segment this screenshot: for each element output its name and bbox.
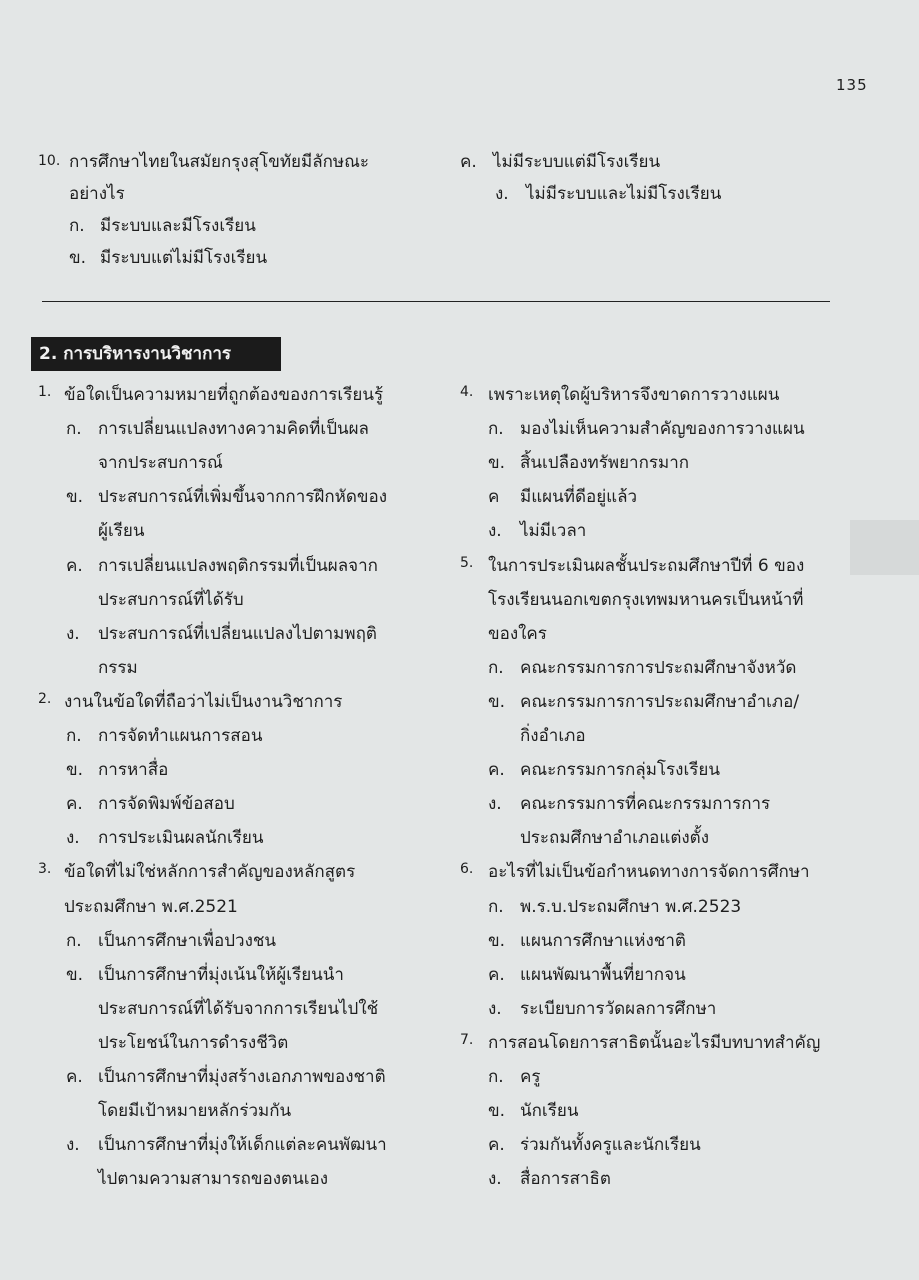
- option-text: ไม่มีระบบและไม่มีโรงเรียน: [526, 184, 722, 204]
- question-stem-line: ประถมศึกษา พ.ศ.2521: [64, 896, 238, 917]
- option-letter: ข.: [488, 1101, 506, 1122]
- option-letter: ค.: [488, 760, 505, 781]
- option-text: ประสบการณ์ที่ได้รับ: [98, 589, 244, 610]
- question-number: 5.: [460, 554, 474, 571]
- option-text: แผนการศึกษาแห่งชาติ: [520, 930, 686, 951]
- option-text: ไม่มีเวลา: [520, 521, 587, 542]
- option-letter: ง.: [488, 998, 502, 1019]
- option-text: คณะกรรมการการประถมศึกษาอำเภอ/: [520, 691, 800, 712]
- question-stem-line: โรงเรียนนอกเขตกรุงเทพมหานครเป็นหน้าที่: [488, 589, 804, 610]
- question-number: 10.: [38, 153, 61, 169]
- question-number: 3.: [38, 861, 52, 878]
- option-letter: ค.: [488, 1135, 505, 1156]
- option-text: มีแผนที่ดีอยู่แล้ว: [520, 487, 638, 508]
- option-text: นักเรียน: [520, 1101, 579, 1122]
- option-text: ระเบียบการวัดผลการศึกษา: [520, 998, 717, 1019]
- option-text: กิ่งอำเภอ: [520, 726, 586, 746]
- option-text: ประสบการณ์ที่เปลี่ยนแปลงไปตามพฤติ: [98, 623, 377, 644]
- option-text: เป็นการศึกษาที่มุ่งเน้นให้ผู้เรียนนำ: [98, 964, 344, 985]
- option-letter: ง.: [488, 1169, 502, 1190]
- option-text: ประสบการณ์ที่เพิ่มขึ้นจากการฝึกหัดของ: [98, 487, 388, 508]
- question-number: 7.: [460, 1031, 474, 1048]
- option-letter: ข.: [66, 760, 84, 781]
- question-stem-line: ในการประเมินผลชั้นประถมศึกษาปีที่ 6 ของ: [488, 555, 805, 576]
- option-letter: ค.: [66, 794, 83, 815]
- option-letter: ค.: [66, 555, 83, 576]
- option-text: การเปลี่ยนแปลงทางความคิดที่เป็นผล: [98, 419, 369, 440]
- option-text: เป็นการศึกษาที่มุ่งสร้างเอกภาพของชาติ: [98, 1067, 386, 1087]
- page-number: 135: [836, 76, 868, 94]
- question-stem-line: การสอนโดยการสาธิตนั้นอะไรมีบทบาทสำคัญ: [488, 1032, 821, 1053]
- option-text: คณะกรรมการที่คณะกรรมการการ: [520, 794, 771, 815]
- option-text: การหาสื่อ: [98, 760, 169, 781]
- question-stem-line: ข้อใดที่ไม่ใช่หลักการสำคัญของหลักสูตร: [64, 862, 356, 883]
- question-number: 2.: [38, 690, 52, 707]
- question-stem-line: อย่างไร: [69, 184, 125, 204]
- question-stem-line: งานในข้อใดที่ถือว่าไม่เป็นงานวิชาการ: [64, 691, 343, 712]
- option-text: สิ้นเปลืองทรัพยากรมาก: [520, 453, 690, 474]
- option-letter: ก.: [66, 930, 82, 951]
- option-letter: ข.: [488, 453, 506, 474]
- option-letter: ง.: [495, 184, 509, 204]
- option-text: ผู้เรียน: [98, 521, 145, 542]
- option-letter: ก.: [488, 896, 504, 917]
- option-letter: ข.: [69, 248, 87, 268]
- option-letter: ก.: [488, 657, 504, 678]
- option-text: ไปตามความสามารถของตนเอง: [98, 1169, 329, 1190]
- option-letter: ง.: [488, 521, 502, 542]
- option-letter: ง.: [66, 623, 80, 644]
- option-letter: ข.: [488, 691, 506, 712]
- question-number: 4.: [460, 384, 474, 400]
- option-text: ประสบการณ์ที่ได้รับจากการเรียนไปใช้: [98, 998, 379, 1019]
- option-letter: ข.: [488, 930, 506, 951]
- option-text: จากประสบการณ์: [98, 453, 223, 474]
- option-text: พ.ร.บ.ประถมศึกษา พ.ศ.2523: [520, 896, 742, 917]
- option-text: ประโยชน์ในการดำรงชีวิต: [98, 1032, 289, 1053]
- option-text: ประถมศึกษาอำเภอแต่งตั้ง: [520, 828, 710, 849]
- option-letter: ค: [488, 487, 500, 508]
- option-letter: ง.: [66, 1135, 80, 1156]
- option-text: คณะกรรมการการประถมศึกษาจังหวัด: [520, 657, 797, 678]
- option-text: แผนพัฒนาพื้นที่ยากจน: [520, 964, 686, 985]
- option-text: มีระบบแต่ไม่มีโรงเรียน: [100, 248, 268, 268]
- option-letter: ก.: [488, 1067, 504, 1087]
- option-text: สื่อการสาธิต: [520, 1169, 611, 1190]
- option-text: การจัดพิมพ์ข้อสอบ: [98, 794, 235, 815]
- option-letter: ค.: [488, 964, 505, 985]
- option-letter: ก.: [69, 216, 85, 236]
- question-stem-line: ของใคร: [488, 623, 547, 644]
- question-stem-line: ข้อใดเป็นความหมายที่ถูกต้องของการเรียนรู้: [64, 385, 384, 405]
- question-number: 1.: [38, 384, 52, 400]
- divider-line: [42, 301, 830, 302]
- option-letter: ก.: [66, 726, 82, 746]
- option-text: มีระบบและมีโรงเรียน: [100, 216, 256, 236]
- option-letter: ข.: [66, 487, 84, 508]
- question-number: 6.: [460, 861, 474, 878]
- option-text: โดยมีเป้าหมายหลักร่วมกัน: [98, 1101, 292, 1122]
- option-text: ไม่มีระบบแต่มีโรงเรียน: [493, 152, 661, 172]
- option-text: ครู: [520, 1067, 541, 1087]
- question-stem-line: อะไรที่ไม่เป็นข้อกำหนดทางการจัดการศึกษา: [488, 862, 810, 883]
- option-letter: ข.: [66, 964, 84, 985]
- option-text: เป็นการศึกษาที่มุ่งให้เด็กแต่ละคนพัฒนา: [98, 1135, 387, 1156]
- option-text: คณะกรรมการกลุ่มโรงเรียน: [520, 760, 721, 781]
- section-heading: 2. การบริหารงานวิชาการ: [31, 337, 281, 371]
- option-text: มองไม่เห็นความสำคัญของการวางแผน: [520, 419, 805, 440]
- option-letter: ง.: [488, 794, 502, 815]
- option-text: การจัดทำแผนการสอน: [98, 726, 263, 746]
- faded-print-area: [850, 520, 919, 575]
- option-letter: ก.: [488, 419, 504, 440]
- option-text: การเปลี่ยนแปลงพฤติกรรมที่เป็นผลจาก: [98, 555, 378, 576]
- option-letter: ค.: [460, 152, 477, 172]
- option-text: ร่วมกันทั้งครูและนักเรียน: [520, 1135, 701, 1156]
- option-text: เป็นการศึกษาเพื่อปวงชน: [98, 930, 277, 951]
- option-letter: ค.: [66, 1067, 83, 1087]
- option-letter: ก.: [66, 419, 82, 440]
- option-letter: ง.: [66, 828, 80, 849]
- option-text: การประเมินผลนักเรียน: [98, 828, 264, 849]
- question-stem-line: เพราะเหตุใดผู้บริหารจึงขาดการวางแผน: [488, 385, 780, 405]
- option-text: กรรม: [98, 657, 138, 678]
- question-stem-line: การศึกษาไทยในสมัยกรุงสุโขทัยมีลักษณะ: [69, 152, 370, 172]
